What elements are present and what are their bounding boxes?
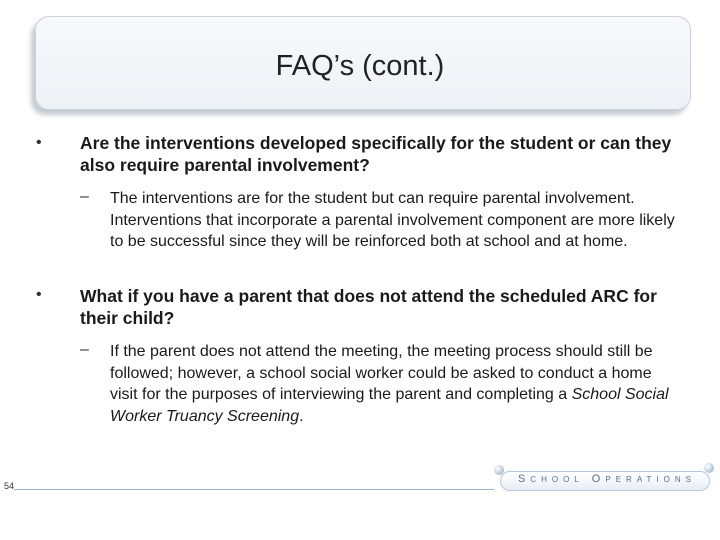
- school-operations-logo: [496, 469, 718, 493]
- logo-text: School Operations: [517, 473, 697, 485]
- slide-title: FAQ’s (cont.): [275, 50, 445, 82]
- question-2: What if you have a parent that does not attend the scheduled ARC for their child?: [80, 286, 657, 328]
- answer-2-emphasis: School Social Worker Truancy Screening: [110, 386, 669, 425]
- bullet-2: •: [36, 286, 42, 303]
- footer-divider: [14, 489, 494, 490]
- dash-1: –: [80, 188, 89, 205]
- dash-2: –: [80, 341, 89, 358]
- page-number: 54: [4, 481, 15, 491]
- logo-dot-left: [494, 465, 504, 475]
- answer-2-suffix: .: [299, 407, 304, 425]
- bullet-1: •: [36, 134, 42, 151]
- logo-dot-right: [704, 463, 714, 473]
- answer-2-text: If the parent does not attend the meeting, the meeting process should still be followed; however, a school social worker could be asked to conduct a home visit for the purposes of interviewing the parent and completing a: [110, 343, 653, 403]
- answer-1: The interventions are for the student but can require parental involvement. Interventions that incorporate a parental involvement component are more likely to be successful since they will be reinforced both at school and at home.: [110, 190, 675, 250]
- question-1: Are the interventions developed specifically for the student or can they also require parental involvement?: [80, 133, 672, 175]
- answer-2: [110, 341, 682, 427]
